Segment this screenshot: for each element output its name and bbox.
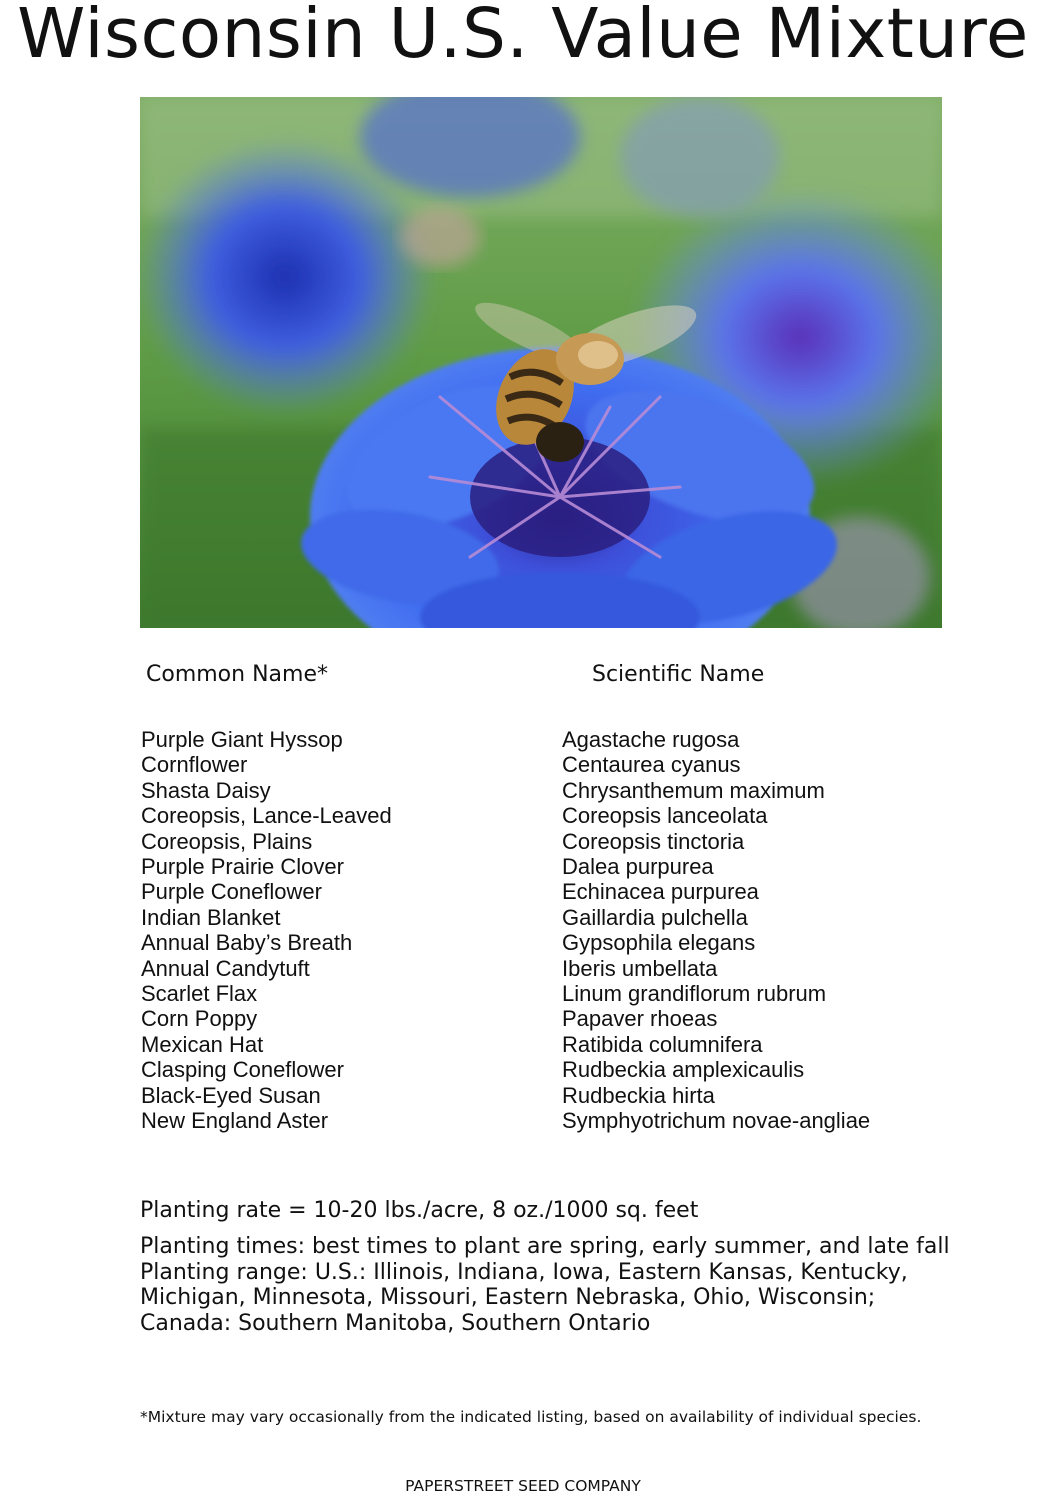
common-name-header: Common Name*	[146, 662, 328, 687]
bee-on-cornflower-photo	[140, 97, 942, 628]
scientific-name-item: Papaver rhoeas	[562, 1006, 718, 1032]
scientific-name-item: Chrysanthemum maximum	[562, 777, 825, 803]
scientific-name-list	[562, 727, 870, 1134]
planting-rate: Planting rate = 10-20 lbs./acre, 8 oz./1000 sq. feet	[140, 1198, 699, 1223]
footnote: *Mixture may vary occasionally from the indicated listing, based on availability of individual species.	[140, 1408, 922, 1426]
planting-notes	[140, 1234, 990, 1336]
scientific-name-item: Coreopsis lanceolata	[562, 803, 768, 829]
scientific-name-header: Scientific Name	[592, 662, 765, 687]
common-name-list	[141, 727, 392, 1134]
common-name-item: Coreopsis, Plains	[141, 828, 313, 854]
page-title: Wisconsin U.S. Value Mixture	[17, 0, 1029, 74]
planting-range-line: Michigan, Minnesota, Missouri, Eastern Nebraska, Ohio, Wisconsin;	[140, 1285, 876, 1310]
scientific-name-item: Dalea purpurea	[562, 854, 714, 880]
planting-range-line: Planting range: U.S.: Illinois, Indiana, Iowa, Eastern Kansas, Kentucky,	[140, 1259, 908, 1285]
planting-range-line: Canada: Southern Manitoba, Southern Ontario	[140, 1310, 651, 1336]
common-name-item: Coreopsis, Lance-Leaved	[141, 803, 392, 829]
scientific-name-item: Agastache rugosa	[562, 727, 740, 752]
scientific-name-item: Centaurea cyanus	[562, 752, 741, 778]
scientific-name-item: Rudbeckia hirta	[562, 1082, 715, 1108]
common-name-item: New England Aster	[141, 1108, 329, 1134]
common-name-item: Annual Candytuft	[141, 955, 310, 981]
common-name-item: Corn Poppy	[141, 1006, 258, 1032]
scientific-name-item: Iberis umbellata	[562, 955, 718, 981]
scientific-name-item: Echinacea purpurea	[562, 879, 759, 905]
scientific-name-item: Linum grandiflorum rubrum	[562, 981, 827, 1007]
planting-times: Planting times: best times to plant are spring, early summer, and late fall	[140, 1234, 950, 1259]
common-name-item: Black-Eyed Susan	[141, 1082, 321, 1108]
scientific-name-item: Ratibida columnifera	[562, 1031, 763, 1057]
common-name-item: Purple Prairie Clover	[141, 854, 344, 880]
scientific-name-item: Coreopsis tinctoria	[562, 828, 745, 854]
scientific-name-item: Gypsophila elegans	[562, 930, 756, 956]
scientific-name-item: Gaillardia pulchella	[562, 904, 748, 930]
common-name-item: Scarlet Flax	[141, 981, 258, 1007]
common-name-item: Cornflower	[141, 752, 248, 778]
common-name-item: Clasping Coneflower	[141, 1057, 344, 1083]
common-name-item: Mexican Hat	[141, 1031, 264, 1057]
common-name-item: Purple Coneflower	[141, 879, 322, 905]
common-name-item: Shasta Daisy	[141, 777, 271, 803]
common-name-item: Purple Giant Hyssop	[141, 727, 343, 752]
scientific-name-item: Rudbeckia amplexicaulis	[562, 1057, 805, 1083]
common-name-item: Indian Blanket	[141, 904, 281, 930]
common-name-item: Annual Baby’s Breath	[141, 930, 353, 956]
company-name: PAPERSTREET SEED COMPANY	[405, 1477, 641, 1495]
scientific-name-item: Symphyotrichum novae-angliae	[562, 1108, 871, 1134]
